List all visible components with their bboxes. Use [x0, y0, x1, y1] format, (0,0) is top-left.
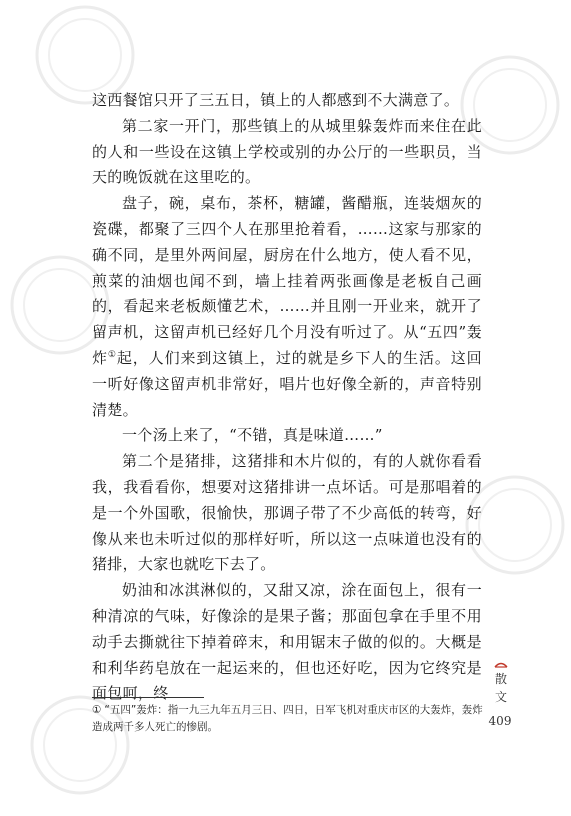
paragraph-6: 奶油和冰淇淋似的，又甜又凉，涂在面包上，很有一种清凉的气味，好像涂的是果子酱；那面包拿在手里不用动手去撕就往下掉着碎末，和用锯末子做的似的。大概是和利华药皂放在一起运来的，但也还好吃，因为它终究是面包呵，终 — [92, 581, 482, 703]
paragraph-1: 这西餐馆只开了三五日，镇上的人都感到不大满意了。 — [92, 91, 460, 109]
footnote — [92, 702, 487, 736]
footnote-divider — [92, 697, 204, 698]
paragraph-3-part-2: 起，人们来到这镇上，过的就是乡下人的生活。这回一听好像这留声机非常好，唱片也好像全新的，声音特别清楚。 — [92, 348, 482, 419]
paragraph-3 — [92, 191, 482, 423]
paragraph-5: 第二个是猪排，这猪排和木片似的，有的人就你看看我，我看看你，想要对这猪排讲一点坏话。可是那唱着的是一个外国歌，很愉快，那调子带了不少高低的转弯，好像从来也未听过似的那样好听，所以这一点味道也没有的猪排，大家也就吃下去了。 — [92, 452, 482, 574]
section-side-label — [488, 660, 514, 706]
section-label-char-2: 文 — [494, 690, 507, 704]
page-number: 409 — [488, 714, 512, 728]
footnote-text: “五四”轰炸：指一九三九年五月三日、四日，日军飞机对重庆市区的大轰炸，轰炸造成两千多人死亡的惨剧。 — [92, 704, 483, 733]
ornament-icon — [494, 660, 508, 668]
footnote-mark: ① — [92, 704, 102, 716]
section-label-char-1: 散 — [494, 672, 507, 686]
body-text — [92, 88, 482, 707]
footnote-reference[interactable]: ① — [107, 349, 117, 360]
paragraph-2: 第二家一开门，那些镇上的从城里躲轰炸而来住在此的人和一些设在这镇上学校或别的办公厅的一些职员，当天的晚饭就在这里吃的。 — [92, 116, 482, 187]
paragraph-4: 一个汤上来了，“不错，真是味道……” — [122, 426, 383, 445]
paragraph-3-part-1: 盘子，碗，桌布，茶杯，糖罐，酱醋瓶，连装烟灰的瓷碟，都聚了三四个人在那里抢着看，……这家与那家的确不同，是里外两间屋，厨房在什么地方，使人看不见，煎菜的油烟也闻不到，墙上挂着两张画像是老板自己画的，看起来老板颇懂艺术，……并且刚一开业来，就开了留声机，这留声机已经好几个月没有听过了。从“五四”轰炸 — [92, 194, 482, 367]
